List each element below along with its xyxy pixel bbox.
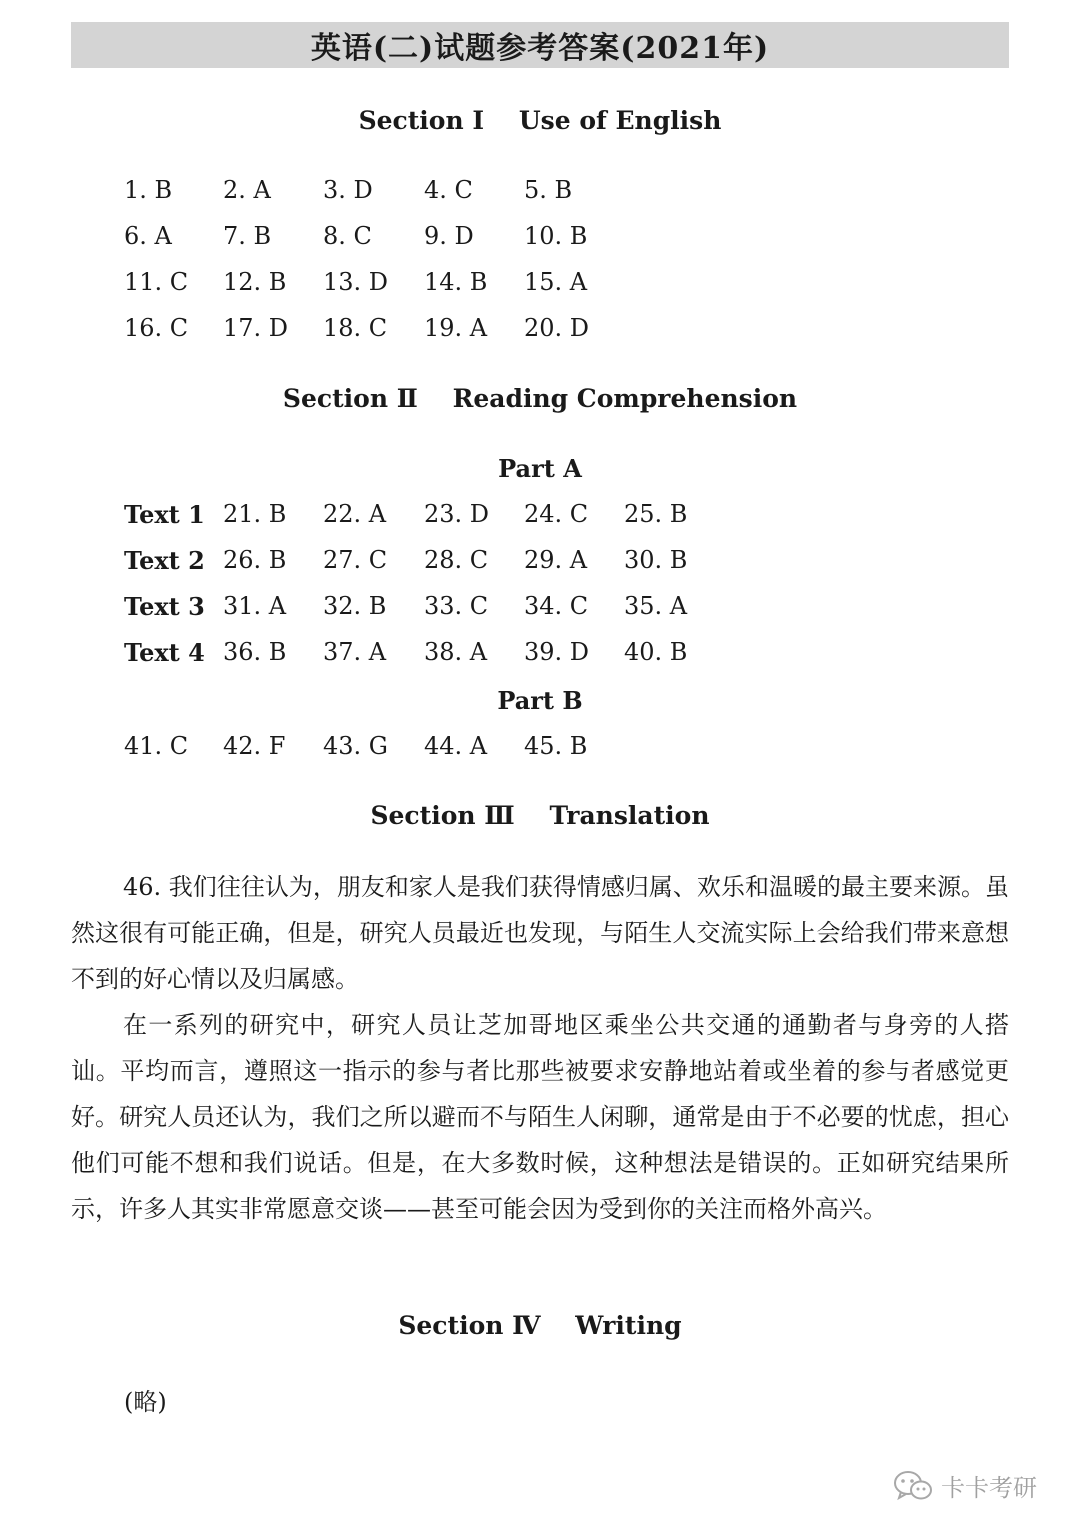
- answer-item: 32. B: [323, 592, 387, 620]
- part-b-heading: Part B: [497, 686, 583, 715]
- answer-item: 21. B: [223, 500, 287, 528]
- section-3-heading: Section Ⅲ Translation: [370, 801, 710, 830]
- answer-item: 30. B: [624, 546, 688, 574]
- answer-item: 5. B: [524, 176, 573, 204]
- answer-item: 18. C: [323, 314, 388, 342]
- answer-item: 14. B: [424, 268, 488, 296]
- section-4-heading: Section Ⅳ Writing: [398, 1311, 682, 1340]
- text-label: Text 1: [124, 500, 205, 529]
- answer-item: 41. C: [124, 732, 189, 760]
- answer-item: 2. A: [223, 176, 271, 204]
- answer-item: 15. A: [524, 268, 588, 296]
- answer-item: 20. D: [524, 314, 590, 342]
- answer-item: 8. C: [323, 222, 372, 250]
- answer-item: 33. C: [424, 592, 489, 620]
- section-1-heading: Section Ⅰ Use of English: [358, 106, 722, 135]
- answer-item: 22. A: [323, 500, 387, 528]
- answer-item: 24. C: [524, 500, 589, 528]
- answer-item: 13. D: [323, 268, 389, 296]
- writing-omitted-note: (略): [124, 1388, 167, 1416]
- answer-item: 17. D: [223, 314, 289, 342]
- page-title: 英语(二)试题参考答案(2021年): [71, 22, 1009, 68]
- part-a-heading: Part A: [498, 454, 582, 483]
- answer-item: 43. G: [323, 732, 388, 760]
- wechat-icon: [893, 1470, 933, 1502]
- answer-item: 16. C: [124, 314, 189, 342]
- answer-item: 26. B: [223, 546, 287, 574]
- answer-item: 44. A: [424, 732, 488, 760]
- answer-item: 1. B: [124, 176, 173, 204]
- text-label: Text 4: [124, 638, 205, 667]
- answer-item: 37. A: [323, 638, 387, 666]
- section-2-heading: Section Ⅱ Reading Comprehension: [282, 384, 798, 413]
- answer-item: 12. B: [223, 268, 287, 296]
- answer-item: 27. C: [323, 546, 388, 574]
- watermark: [893, 1468, 1037, 1503]
- answer-item: 9. D: [424, 222, 474, 250]
- text-label: Text 2: [124, 546, 205, 575]
- answer-item: 34. C: [524, 592, 589, 620]
- answer-item: 4. C: [424, 176, 473, 204]
- answer-item: 25. B: [624, 500, 688, 528]
- answer-item: 23. D: [424, 500, 490, 528]
- answer-item: 31. A: [223, 592, 287, 620]
- answer-item: 40. B: [624, 638, 688, 666]
- answer-item: 7. B: [223, 222, 272, 250]
- answer-item: 35. A: [624, 592, 688, 620]
- answer-item: 3. D: [323, 176, 373, 204]
- answer-item: 29. A: [524, 546, 588, 574]
- answer-item: 38. A: [424, 638, 488, 666]
- answer-item: 28. C: [424, 546, 489, 574]
- answer-item: 39. D: [524, 638, 590, 666]
- watermark-text: 卡卡考研: [941, 1474, 1037, 1502]
- translation-paragraph: 在一系列的研究中，研究人员让芝加哥地区乘坐公共交通的通勤者与身旁的人搭讪。平均而言，遵照这一指示的参与者比那些被要求安静地站着或坐着的参与者感觉更好。研究人员还认为，我们之所以避而不与陌生人闲聊，通常是由于不必要的忧虑，担心他们可能不想和我们说话。但是，在大多数时候，这种想法是错误的。正如研究结果所示，许多人其实非常愿意交谈——甚至可能会因为受到你的关注而格外高兴。: [71, 1011, 1009, 1223]
- answer-item: 45. B: [524, 732, 588, 760]
- answer-item: 10. B: [524, 222, 588, 250]
- answer-item: 11. C: [124, 268, 189, 296]
- answer-item: 6. A: [124, 222, 172, 250]
- answer-item: 19. A: [424, 314, 488, 342]
- answer-item: 42. F: [223, 732, 286, 760]
- translation-paragraph: 46. 我们往往认为，朋友和家人是我们获得情感归属、欢乐和温暖的最主要来源。虽然这很有可能正确，但是，研究人员最近也发现，与陌生人交流实际上会给我们带来意想不到的好心情以及归属感。: [71, 873, 1009, 993]
- answer-item: 36. B: [223, 638, 287, 666]
- text-label: Text 3: [124, 592, 205, 621]
